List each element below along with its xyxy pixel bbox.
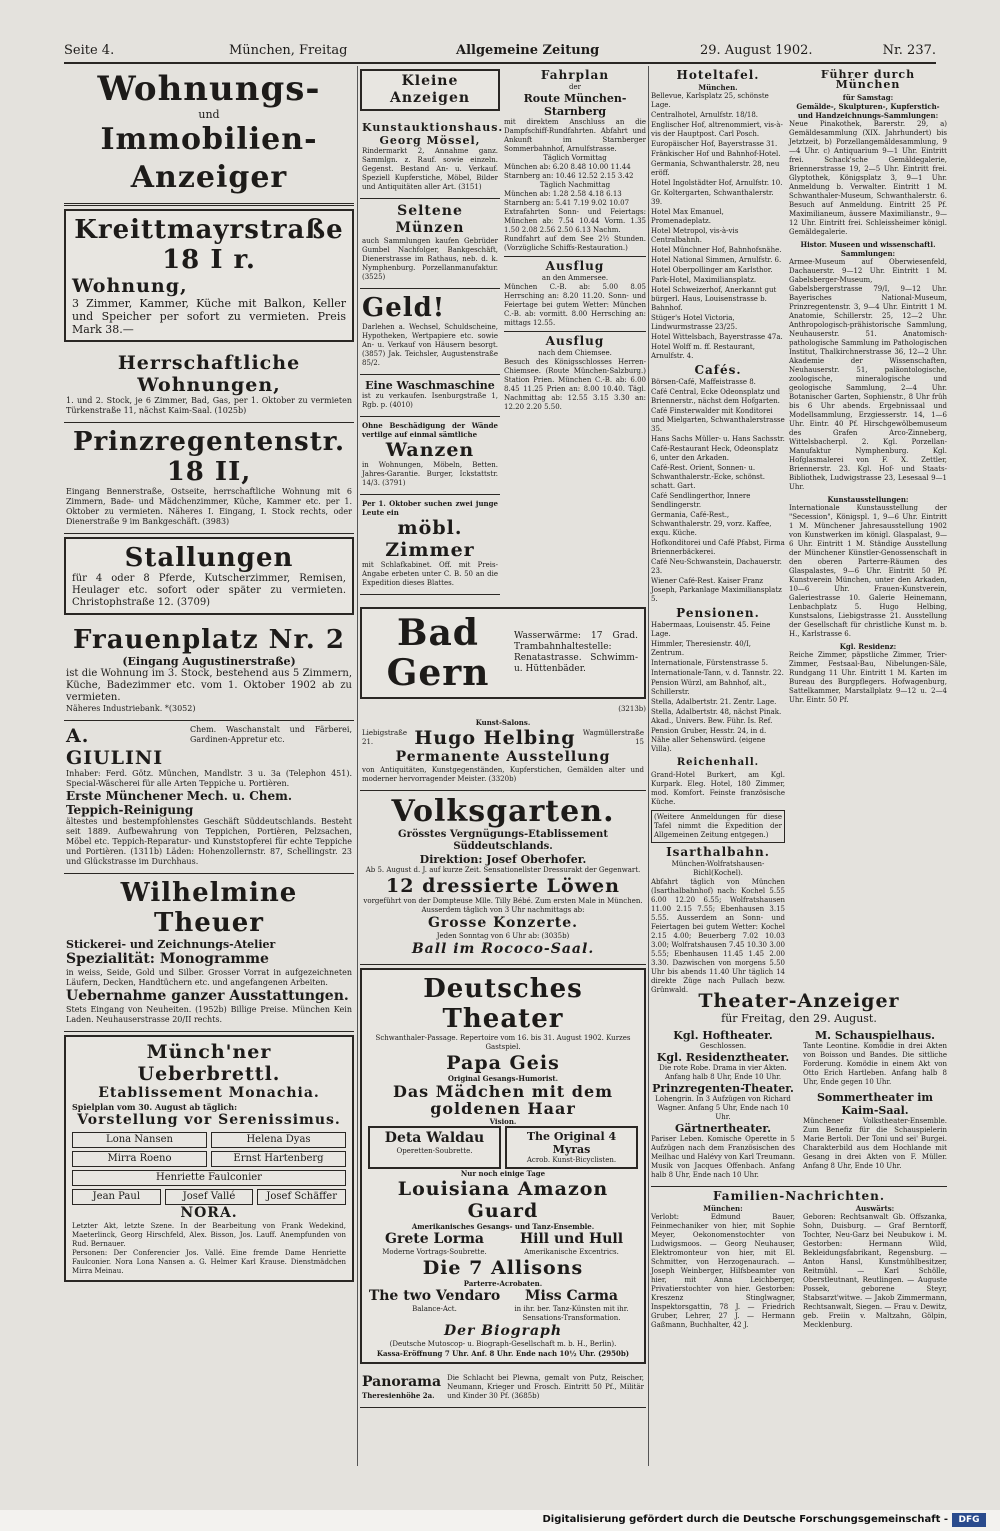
theater-name: Kgl. Residenztheater. [656,1051,790,1064]
timetable-der: der [569,83,581,91]
ad-title: Prinzregentenstr. 18 II, [72,427,346,487]
ad-text: Die Schlacht bei Plewna, gemalt von Putz, Reischer, Neumann, Krieger und Frosch. Eintritt 50 Pf., Militär und Kinder 30 Pf. (3685b) [447,1374,644,1400]
ad-helbing [360,714,646,791]
header-place-date: München, Freitag [229,43,348,58]
ad-text: auch Sammlungen kaufen Gebrüder Gumbel Nachfolger, Bankgeschäft, Dienerstrasse im Rathaus, neb. d. k. Nymphenburg. Porzellanmanufaktur. (3525) [362,237,498,281]
ad-text: ist zu verkaufen. Isenburgstraße 1, Rgb. p. (4010) [362,392,498,409]
list-item: Germania, Schwanthalerstr. 28, neu eröff. [651,160,780,177]
timetable-rundfahrt: Rundfahrt auf dem See 2½ Stunden. (Vorzügliche Schiffs-Restauration.) [504,235,646,252]
act-desc: Amerikanische Excentrics. [524,1248,619,1256]
column-divider [648,66,649,1466]
ad-highlight: Grosse Konzerte. [427,915,579,931]
list-item: Hotel Wittelsbach, Bayerstrasse 47a. [651,333,783,341]
act-name: Grete Lorma [385,1231,484,1247]
isarthal-text: Abfahrt täglich von München (Isarthalbahnhof) nach: Kochel 5.55 6.00 12.20 6.55; Wolfratshausen 11.00 2.15 7.55; Ebenhausen 3.15 5.55. Ausserdem an Sonn- und Feiertagen bei gutem Wetter: Kochel 2.15 4.00; Beuerberg 7.02 10.03 3.00; Wolfratshausen 7.45 10.30 3.00 5.55; Ebenhausen 11.45 1.45 2.00 3.30. Dazwischen von morgens 5.50 Uhr bis abends 11.40 Uhr täglich 14 direkte Züge nach Pullach bezw. Grünwald. [651,878,785,994]
list-item: Börsen-Café, Maffeistrasse 8. [651,378,756,386]
guide-title: Führer durch München [820,68,916,91]
act-cell: Josef Vallé [165,1189,254,1205]
family-section: Auswärts: [855,1204,895,1213]
ad-subtitle: Wohnung, [72,275,188,297]
timetable-extra: Extrafahrten Sonn- und Feiertags: München ab: 7.54 10.44 Vorm. 1.35 1.50 2.08 2.56 2.50 6.13 Nachm. [504,208,646,234]
ad-text: in Wohnungen, Möbeln, Betten. Jahres-Garantie. Burger, Ickstattstr. 14/3. (3791) [362,461,498,487]
column-entertainment [360,604,646,1464]
timetable-row: München ab: 6.20 8.48 10.00 11.44 [504,163,631,171]
theater-date: für Freitag, den 29. August. [721,1012,877,1025]
list-item: Pension Gruber, Hesstr. 24, in d. Nähe aller Sehenswürd. (eigene Villa). [651,727,767,753]
ad-text: Inhaber: Ferd. Götz. München, Mandlstr. 3 u. 3a (Telephon 451). Special-Wäscherei für alle Arten Teppiche u. Portièren. [66,769,352,788]
act-cell: Lona Nansen [72,1132,207,1148]
issue-number: Nr. 237. [882,43,936,58]
list-item: Café Sendlingerthor, Innere Sendlingerstr. [651,492,751,509]
list-item: Hotel Metropol, vis-à-vis Centralbahnh. [651,227,739,244]
ad-text: für 4 oder 8 Pferde, Kutscherzimmer, Remisen, Heulager etc. sofort oder später zu vermieten. Christophstraße 12. (3709) [72,573,346,608]
timetable-row: München ab: 1.28 2.58 4.18 6.13 [504,190,622,198]
ad-text: 1. und 2. Stock, je 6 Zimmer, Bad, Gas, per 1. Oktober zu vermieten Türkenstraße 11, nächst Kaim-Saal. (1025b) [66,396,352,415]
ad-geld [360,289,500,375]
list-item: Café Neu-Schwanstein, Dachauerstr. 23. [651,558,782,575]
ad-pretext: Kunst-Salons. [475,718,531,727]
act-name: The two Vendaro [368,1288,501,1304]
act-cell: Mirra Roeno [72,1151,207,1167]
theater-name: M. Schauspielhaus. [815,1029,935,1042]
act-desc: Original Gesangs-Humorist. [447,1074,559,1083]
list-item: Germania, Café-Rest., Schwanthalerstr. 29, vorz. Kaffee, exqu. Küche. [651,511,772,537]
ad-text: 3 Zimmer, Kammer, Küche mit Balkon, Keller und Speicher per sofort zu vermieten. Preis Mark 38.— [72,297,346,336]
column-timetable [504,66,646,666]
ad-subtitle: Chem. Waschanstalt und Färberei, Gardinen-Appretur etc. [190,725,352,744]
pensions-title: Pensionen. [676,606,760,620]
wohnungs-heading: Wohnungs- [97,69,321,109]
header-date: 29. August 1902. [700,43,813,58]
list-item: Englischer Hof, altrenommiert, vis-à-vis der Hauptpost. Carl Posch. [651,121,783,138]
list-item: Himmler, Theresienstr. 40/I, Zentrum. [651,640,752,657]
act-desc: Balance-Act. [412,1305,457,1313]
guide-text: Armee-Museum auf Oberwiesenfeld, Dachauerstr. 9—12 Uhr. Eintritt 1 M. Gabelsberger-Museum, Gabelsbergerstrasse 79/I, 9—12 Uhr. Bayerisches National-Museum, Prinzregentenstr. 3, 9—4 Uhr. Eintritt 1 M. Anatomie, Schillerstr. 25, 12—2 Uhr. Anthropologisch-prähistorische Sammlung, Neuhauserstr. 51. Anatomisch-pathologische Sammlung im Pathologischen Institut, Thalkirchnerstrasse 36, 12—2 Uhr. Akademie der Wissenschaften, Neuhauserstr. 51, paläontologische, zoologische, mineralogische und geologische Sammlung, 2—4 Uhr. Botanischer Garten, Sophienstr., 8 Uhr früh bis 6 Uhr abends. Ergebnissaal und Modellsammlung, Erzgiesserstr. 14, 1—6 Uhr. Eintr. 40 Pf. Hirschgewölbemuseum des Grafen Arco-Zinneberg, Wittelsbacherpl. 2. Kgl. Porzellan-Manufaktur Nymphenburg. Kgl. Hofglasmalerei von F. X. Zettler, Briennerstr. 23. Kgl. Hof- und Staats-Bibliothek, Ludwigstrasse 23, Lesesaal 9—1 Uhr. [789,258,947,491]
ad-wanzen [360,417,500,495]
timetable-period: Täglich Vormittag [543,154,607,162]
list-item: Hotel Max Emanuel, Promenadeplatz. [651,208,724,225]
ad-panorama [360,1370,646,1408]
theater-title: Theater-Anzeiger [698,990,900,1012]
isarthal-subtitle: München-Wolfratshausen-Bichl(Kochel). [671,860,765,877]
ad-title: Münch'ner Ueberbrettl. [137,1041,281,1085]
list-item: Café Finsterwalder mit Konditorei und Mielgarten, Schwanthalerstrasse 35. [651,407,785,433]
act-name: Das Mädchen mit dem goldenen Haar [392,1082,614,1118]
ad-address: Theresienhöhe 2a. [362,1391,435,1400]
family-title: Familien-Nachrichten. [712,1189,886,1203]
page-header [64,43,936,61]
act-name: Miss Carma [525,1288,618,1304]
ad-pretext: Ohne Beschädigung der Wände vertilge auf einmal sämtliche [362,421,498,439]
ad-title: A. GIULINI [66,725,164,769]
list-item: Bellevue, Karlsplatz 25, schönste Lage. [651,92,769,109]
ad-title: Deutsches Theater [423,974,583,1034]
theater-program: Tante Leontine. Komödie in drei Akten von Boisson und Bandes. Die sittliche Forderung. Komödie in einem Akt von Otto Erich Hartleben. Anfang halb 8 Uhr, Ende gegen 10 Uhr. [803,1042,947,1086]
act-cell: Ernst Hartenberg [211,1151,346,1167]
ad-highlight: Ball im Rococo-Saal. [411,941,595,957]
ad-text: Eingang Bennerstraße, Ostseite, herrschaftliche Wohnung mit 6 Zimmern, Bade- und Mädchenzimmer, Küche, Kammer etc. per 1. Oktober zu vermieten. Näheres I. Eingang, I. Stock rechts, oder Dienerstraße 9 im Bankgeschäft. (3983) [66,487,352,526]
timetable-period: Täglich Nachmittag [539,181,611,189]
theater-name: Gärtnertheater. [674,1122,772,1135]
guide-section: Kgl. Residenz: [839,642,897,651]
ad-kunstauktion [360,117,504,199]
list-item: Hotel Münchner Hof, Bahnhofsnähe. [651,246,782,254]
reichenhall-title: Reichenhall. [676,757,760,768]
act-cell: Henriette Faulconier [72,1170,346,1186]
act-cell: Jean Paul [72,1189,161,1205]
act-name: Der Biograph [444,1323,562,1339]
ad-highlight: Uebernahme ganzer Ausstattungen. [66,988,349,1004]
act-name: Louisiana Amazon Guard [397,1178,609,1222]
ad-title: Geld! [362,293,446,323]
timetable-row: Starnberg an: 10.46 12.52 2.15 3.42 [504,172,634,180]
newspaper-title: Allgemeine Zeitung [456,43,600,58]
theater-program: Lohengrin. In 3 Aufzügen von Richard Wagner. Anfang 5 Uhr, Ende nach 10 Uhr. [655,1095,791,1121]
list-item: Habermaas, Louisenstr. 45. Feine Lage. [651,621,771,638]
ad-text: von Antiquitäten, Kunstgegenständen, Kupferstichen, Gemälden alter und moderner hervorragender Meister. (3320b) [362,766,644,783]
act-desc: Moderne Vortrags-Soubrette. [382,1248,487,1256]
ad-title: Kreittmayrstraße 18 I r. [74,215,344,275]
ad-title: Stallungen [124,543,294,573]
guide-section: Kunstausstellungen: [827,495,909,504]
column-divider [357,66,358,1466]
cafes-title: Cafés. [694,363,742,377]
ad-giulini [64,721,354,874]
excursion-subtitle: nach dem Chiemsee. [538,349,612,357]
ad-moebl-zimmer [360,495,500,595]
ad-title: Frauenplatz Nr. 2 [73,625,345,655]
list-item: Fränkischer Hof und Bahnhof-Hotel. [651,150,781,158]
ad-cast: Personen: Der Conferencier Jos. Vallé. Eine fremde Dame Henriette Faulconier. Nora Lona Nansen a. G. Helmer Karl Krause. Dienstmädchen Mirra Meinau. [72,1249,346,1275]
ad-text: Wasserwärme: 17 Grad. Trambahnhaltestelle: Renatastrasse. Schwimm- u. Hüttenbäder. [514,631,638,674]
list-item: Wiener Café-Rest. Kaiser Franz Joseph, Parkanlage Maximiliansplatz 5. [651,577,782,603]
list-item: Park-Hotel, Maximiliansplatz. [651,276,757,284]
ad-ueberbrettl [64,1035,354,1282]
list-item: Gr. Koltergarten, Schwanthalerstr. 39. [651,189,774,206]
list-item: Stüger's Hotel Victoria, Lindwurmstrasse 23/25. [651,314,738,331]
column-hotels [651,66,785,994]
klein-anzeigen-box [360,69,500,111]
ad-show: Vorstellung vor Serenissimus. [77,1112,341,1128]
act-desc: Parterre-Acrobaten. [463,1279,543,1288]
ad-title: Herrschaftliche Wohnungen, [117,352,301,396]
act-cell: Josef Schäffer [257,1189,346,1205]
ad-address: Wagmüllerstraße 15 [582,729,644,746]
column-theater [651,990,947,1460]
list-item: Pension Würzl, am Bahnhof, alt., Schillerstr. [651,679,767,696]
ad-kreittmayr [64,209,354,342]
excursion-text: München C.-B. ab: 5.00 8.05 Herrsching an: 8.20 11.20. Sonn- und Feiertage bei gutem Wetter: München C.-B. ab: vormitt. 8.00 Herrsching an: mittags 12.55. [504,283,646,327]
ad-title: Wanzen [385,439,475,461]
theater-name: Kgl. Hoftheater. [673,1029,773,1042]
list-item: Hotel Schweizerhof, Anerkannt gut bürgerl. Haus, Louisenstrasse b. Bahnhof. [651,286,777,312]
excursion-text: Besuch des Königsschlosses Herren-Chiemsee. (Route München-Salzburg.) Station Prien. München C.-B. ab: 6.00 8.45 11.25 Prien an: 8.00 10.40. Tägl. Nachmittag ab: 12.55 3.15 3.30 an: 12.20 2.20 5.50. [504,358,646,411]
column-guide [789,66,947,986]
list-item: Internationale, Fürstenstrasse 5. [651,659,768,667]
ad-text: Darlehen a. Wechsel, Schuldscheine, Hypotheken, Wertpapiere etc. sowie An- u. Verkauf von Häusern besorgt. (3857) Jak. Teichsler, Augustenstraße 85/2. [362,323,498,367]
pension-list [651,621,785,754]
timetable-row: Starnberg an: 5.41 7.19 9.02 10.07 [504,199,630,207]
theater-program: Die rote Robe. Drama in vier Akten. Anfang halb 8 Uhr, Ende 10 Uhr. [659,1064,787,1081]
isarthal-title: Isarthalbahn. [666,845,770,859]
ad-deutsches-theater [360,968,646,1364]
hotel-city: München. [698,83,738,92]
act-note: Nur noch einige Tage [460,1169,546,1178]
ad-text: Rindermarkt 2, Annahme ganz. Sammlgn. z. Rauf. sowie einzeln. Gegenst. Bestand An- u. Verkauf. Speziell Kupferstiche, Möbel, Bilder und Antiquitäten aller Art. (3151) [362,147,498,191]
family-text: Geboren: Rechtsanwalt Gb. Offszanka, Sohn, Duisburg. — Graf Berntorff, Tochter, Neu-Garz bei Neubukow i. M. Gestorben: Hermann Wild, Bekleidungsfabrikant, Regensburg. — Anton Hansl, Kunstmühlbesitzer, Reitmühl. — Karl Schölle, Oberstleutnant, Reutlingen. — Auguste Possek, geborene Steyr, Stabsarzt'witwe. — Jakob Zimmermann, Rechtsanwalt, Siegen. — Frau v. Dewitz, geb. Freiin v. Maltzahn, Gölpin, Mecklenburg. [803,1213,947,1329]
ad-herrschaftlich [64,348,354,423]
excursion-title: Ausflug [545,334,605,348]
ad-stallungen [64,537,354,615]
footer-text: Digitalisierung gefördert durch die Deutsche Forschungsgemeinschaft - [542,1514,948,1525]
act-desc: (Deutsche Mutoscop- u. Biograph-Gesellschaft m. b. H., Berlin). [389,1340,617,1348]
guide-section: Gemälde-, Skulpturen-, Kupferstich- und Handzeichnungs-Sammlungen: [796,102,940,120]
act-desc: Operetten-Soubrette. [396,1147,473,1155]
act-name: The Original 4 Myras [526,1130,617,1156]
list-item: Hans Sachs Müller- u. Hans Sachsstr. [651,435,785,443]
list-item: Internationale-Tann, v. d. Tannstr. 22. [651,669,784,677]
ad-text: vorgeführt von der Dompteuse Mlle. Tilly Bébé. Zum ersten Male in München. Ausserdem täglich von 3 Uhr nachmittags ab: [363,897,643,914]
act-cell: Helena Dyas [211,1132,346,1148]
list-item: Hotel Oberpollinger am Karlsthor. [651,266,773,274]
list-item: Café-Restaurant Heck, Odeonsplatz 6, unter den Arkaden. [651,445,779,462]
list-item: Café-Rest. Orient, Sonnen- u. Schwanthalerstr.-Ecke, schönst. schatt. Gart. [651,464,765,490]
guide-text: Reiche Zimmer, päpstliche Zimmer, Trier-Zimmer, Festsaal-Bau, Nibelungen-Säle, Rundgang 11 Uhr. Eintritt 1 M. Karten im Bureau des Burgpflegers. Hofwagenburg, Sattelkammer, Marstallplatz 9—12 u. 2—4 Uhr. Eintr. 50 Pf. [789,651,947,704]
ad-text: in weiss, Seide, Gold und Silber. Grosser Vorrat in aufgezeichneten Läufern, Decken, Handtüchern etc. und angefangenen Arbeiten. [66,968,352,987]
act-name: Die 7 Allisons [422,1257,584,1279]
dfg-logo: DFG [952,1513,986,1527]
ad-wilhelmine [64,874,354,1032]
ad-bad-gern [360,607,646,699]
ad-subtitle: Schwanthaler-Passage. Repertoire vom 16. bis 31. August 1902. Kurzes Gastspiel. [375,1034,631,1051]
ad-text: ältestes und bestempfohlenstes Geschäft Süddeutschlands. Besteht seit 1889. Aufbewahrung von Teppichen, Portièren, Pelzsachen, Möbel etc. Teppich-Reparatur- und Kunststopferei für echte Teppiche und Portièren. (1311b) Läden: Hohenzollernstr. 87, Schellingstr. 23 und Glückstrasse im Durchhaus. [66,817,352,866]
digitization-footer [0,1510,1000,1531]
ad-title: Bad Gern [386,612,490,694]
ad-specialty: Spezialität: Monogramme [66,951,269,967]
guide-text: Internationale Kunstausstellung der "Secession", Königspl. 1, 9—6 Uhr. Eintritt 1 M. Münchener Jahresausstellung 1902 von Kunstwerken im königl. Glaspalast, 9—6 Uhr. Eintritt 1 M. Ständige Ausstellung der Münchener Künstler-Genossenschaft in den oberen Parterre-Räumen des Glaspalastes, 9—6 Uhr. Eintritt 50 Pf. Kunstverein München, unter den Arkaden, 10—6 Uhr. Frauen-Kunstverein, Galeriestrasse 10. Galerie Heinemann, Lenbachplatz 5. Hugo Helbing, Kunstsalons, Liebigstrasse 21. Ausstellung der Gesellschaft für christliche Kunst m. b. H., Karlstrasse 6. [789,504,947,638]
reichenhall-text: Grand-Hotel Burkert, am Kgl. Kurpark. Eleg. Hotel, 180 Zimmer, mod. Komfort. Feinste französische Küche. [651,771,785,806]
act-name: Hill und Hull [519,1231,624,1247]
ad-footer: Kassa-Eröffnung 7 Uhr. Anf. 8 Uhr. Ende nach 10½ Uhr. (2950b) [376,1349,630,1358]
ad-title: möbl. Zimmer [385,517,475,561]
act-desc: Acrob. Kunst-Bicyclisten. [526,1156,617,1164]
ad-footer: Stets Eingang von Neuheiten. (1952b) Billige Preise. München Kein Laden. Neuhauserstrasse 20/II rechts. [66,1005,352,1024]
header-rule [64,62,936,64]
ad-address: Liebigstraße 21. [362,729,407,746]
ad-text: Jeden Sonntag von 6 Uhr ab: (3035b) [436,932,570,940]
ad-name: Georg Mössel, [379,134,481,147]
hotel-note: (Weitere Anmeldungen für diese Tafel nimmt die Expedition der Allgemeinen Zeitung entgegen.) [651,810,785,843]
act-desc: in ihr. ber. Tanz-Künsten mit ihr. Sensations-Transformation. [514,1305,629,1322]
wohnungs-und: und [198,108,220,121]
hotel-list [651,92,785,361]
ad-date: Ab 5. August d. J. auf kurze Zeit. Sensationellster Dressurakt der Gegenwart. [365,866,641,874]
act-name: Papa Geis [446,1052,560,1074]
ad-title: Panorama [362,1374,442,1390]
ad-director: Direktion: Josef Oberhofer. [419,853,587,866]
family-text: Verlobt: Edmund Bauer, Feinmechaniker von hier, mit Sophie Meyer, Oekonomenstochter von Ludwigsmoos. — Georg Neuhauser, Elektromonteur von hier, mit El. Schmitter, von Herzogenaurach. — Joseph Weinberger, Hilfsbeamter von hier, mit Anna Leichberger, Privatierstochter von hier. Gestorben: Kreszenz Stinglwagner, Inspektorsgattin, 78 J. — Friedrich Gruber, Lehrer, 27 J. — Hermann Gaßmann, Buchhalter, 42 J. [651,1213,795,1329]
ad-title: Kunstauktionshaus. [362,121,504,134]
ad-volksgarten [360,791,646,965]
list-item: Centralhotel, Arnulfstr. 18/18. [651,111,759,119]
ad-play: NORA. [180,1205,238,1221]
ad-title: Seltene Münzen [395,203,465,236]
ad-subtitle: Permanente Ausstellung [395,749,611,765]
excursion-subtitle: an den Ammersee. [541,274,609,282]
family-section: München: [703,1204,743,1213]
ad-frauenplatz [64,621,354,721]
list-item: Hotel National Simmen, Arnulfstr. 6. [651,256,782,264]
ad-title: Volksgarten. [391,794,615,829]
timetable-route: Route München-Starnberg [523,92,627,118]
ad-prinzregenten [64,423,354,534]
ad-title: Eine Waschmaschine [365,379,495,392]
ad-number: (3213b) [618,705,646,713]
list-item: Hotel Wolff m. ff. Restaurant, Arnulfstr. 4. [651,343,755,360]
ad-subtitle: (Eingang Augustinerstraße) [122,655,296,668]
theater-name: Sommertheater im Kaim-Saal. [816,1091,934,1117]
cafe-list [651,378,785,604]
theater-program: Pariser Leben. Komische Operette in 5 Aufzügen nach dem Französischen des Meilhac und Halévy von Karl Treumann. Musik von Jacques Offenbach. Anfang halb 8 Uhr, Ende nach 10 Uhr. [651,1135,795,1179]
section-title: Kleine Anzeigen [389,73,471,106]
immobilien-heading: Immobilien-Anzeiger [100,122,318,195]
theater-program: Münchener Volkstheater-Ensemble. Zum Benefiz für die Schauspielerin Marie Bertoli. Der Toni und sei' Burgei. Charakterbild aus dem Hochlande mit Gesang in drei Akten von F. Müller. Anfang 8 Uhr, Ende 10 Uhr. [803,1117,947,1170]
ad-footer: Näheres Industriebank. *(3052) [66,704,196,713]
ad-text: ist die Wohnung im 3. Stock, bestehend aus 5 Zimmern, Küche, Badezimmer etc. vom 1. Oktober 1902 ab zu vermieten. [66,668,352,703]
timetable-text: mit direktem Anschluss an die Dampfschiff-Rundfahrten. Abfahrt und Ankunft im Starnberger Sommerbahnhof, Arnulfstrasse. [504,118,646,153]
list-item: Café Central, Ecke Odeonsplatz und Briennerstr., nächst dem Hofgarten. [651,388,780,405]
ad-subtitle: Grösstes Vergnügungs-Etablissement Süddeutschlands. [398,829,608,852]
ad-subtitle: Etablissement Monachia. [98,1085,320,1101]
ad-subtitle: Stickerei- und Zeichnungs-Atelier [66,938,276,951]
ad-waschmaschine [360,375,500,417]
act-name: Deta Waldau [384,1130,485,1146]
excursion-title: Ausflug [545,259,605,273]
guide-day: für Samstag: [842,93,894,102]
ad-text: mit Schlafkabinet. Off. mit Preis-Angabe erbeten unter C. B. 50 an die Expedition dieses Blattes. [362,561,498,587]
guide-section: Histor. Museen und wissenschaftl. Sammlungen: [800,240,936,258]
hotel-title: Hoteltafel. [676,68,760,82]
ad-plan: Spielplan vom 30. August ab täglich: [72,1102,238,1112]
act-desc: Vision. [489,1117,517,1126]
ad-pretext: Per 1. Oktober suchen zwei junge Leute ein [362,499,498,517]
act-desc: Amerikanisches Gesangs- und Tanz-Ensemble. [411,1222,595,1231]
page-number: Seite 4. [64,43,115,58]
list-item: Hotel Ingolstädter Hof, Arnulfstr. 10. [651,179,783,187]
ad-title: Hugo Helbing [414,727,576,749]
ad-text: Letzter Akt, letzte Szene. In der Bearbeitung von Frank Wedekind, Maeterlinck, Georg Hirschfeld, Alex. Bisson, Jos. Lauff. Anempfunden von Rud. Bernauer. [72,1222,346,1248]
theater-name: Prinzregenten-Theater. [652,1082,794,1095]
ad-muenzen [360,199,500,289]
list-item: Stella, Adalbertstr. 48, nächst Pinak. Akad., Univers. Bew. Führ. Is. Ref. [651,708,782,725]
ad-title: Wilhelmine Theuer [120,878,298,938]
list-item: Stella, Adalbertstr. 21. Zentr. Lage. [651,698,777,706]
timetable-title: Fahrplan [540,68,610,82]
column-real-estate [64,66,354,1486]
ad-highlight: 12 dressierte Löwen [386,875,620,897]
list-item: Hofkonditorei und Café Pfabst, Firma Briennerbäckerei. [651,539,785,556]
list-item: Europäischer Hof, Bayerstrasse 31. [651,140,778,148]
ad-title: Erste Münchener Mech. u. Chem. Teppich-Reinigung [66,789,293,817]
guide-text: Neue Pinakothek, Barerstr. 29, a) Gemäldesammlung (XIX. Jahrhundert) bis Jetztzeit, b) Porzellangemäldesammlung, 9—4 Uhr. c) Antiquarium 9—1 Uhr. Eintritt frei. Schack'sche Gemäldegalerie, Briennerstrasse 19, 2—5 Uhr. Eintritt frei. Glyptothek, Königsplatz 3, 9—1 Uhr. Anmeldung b. Verwalter. Eintritt 1 M. Schwanthaler-Museum, Schwanthalerstr. 6. Besuch auf Anmeldung. Eintritt 25 Pf. Maximilianeum, äussere Maximilianstr., 9—12 Uhr. Eintritt frei. Schleissheimer königl. Gemäldegalerie. [789,120,947,236]
theater-program: Geschlossen. [699,1042,747,1050]
